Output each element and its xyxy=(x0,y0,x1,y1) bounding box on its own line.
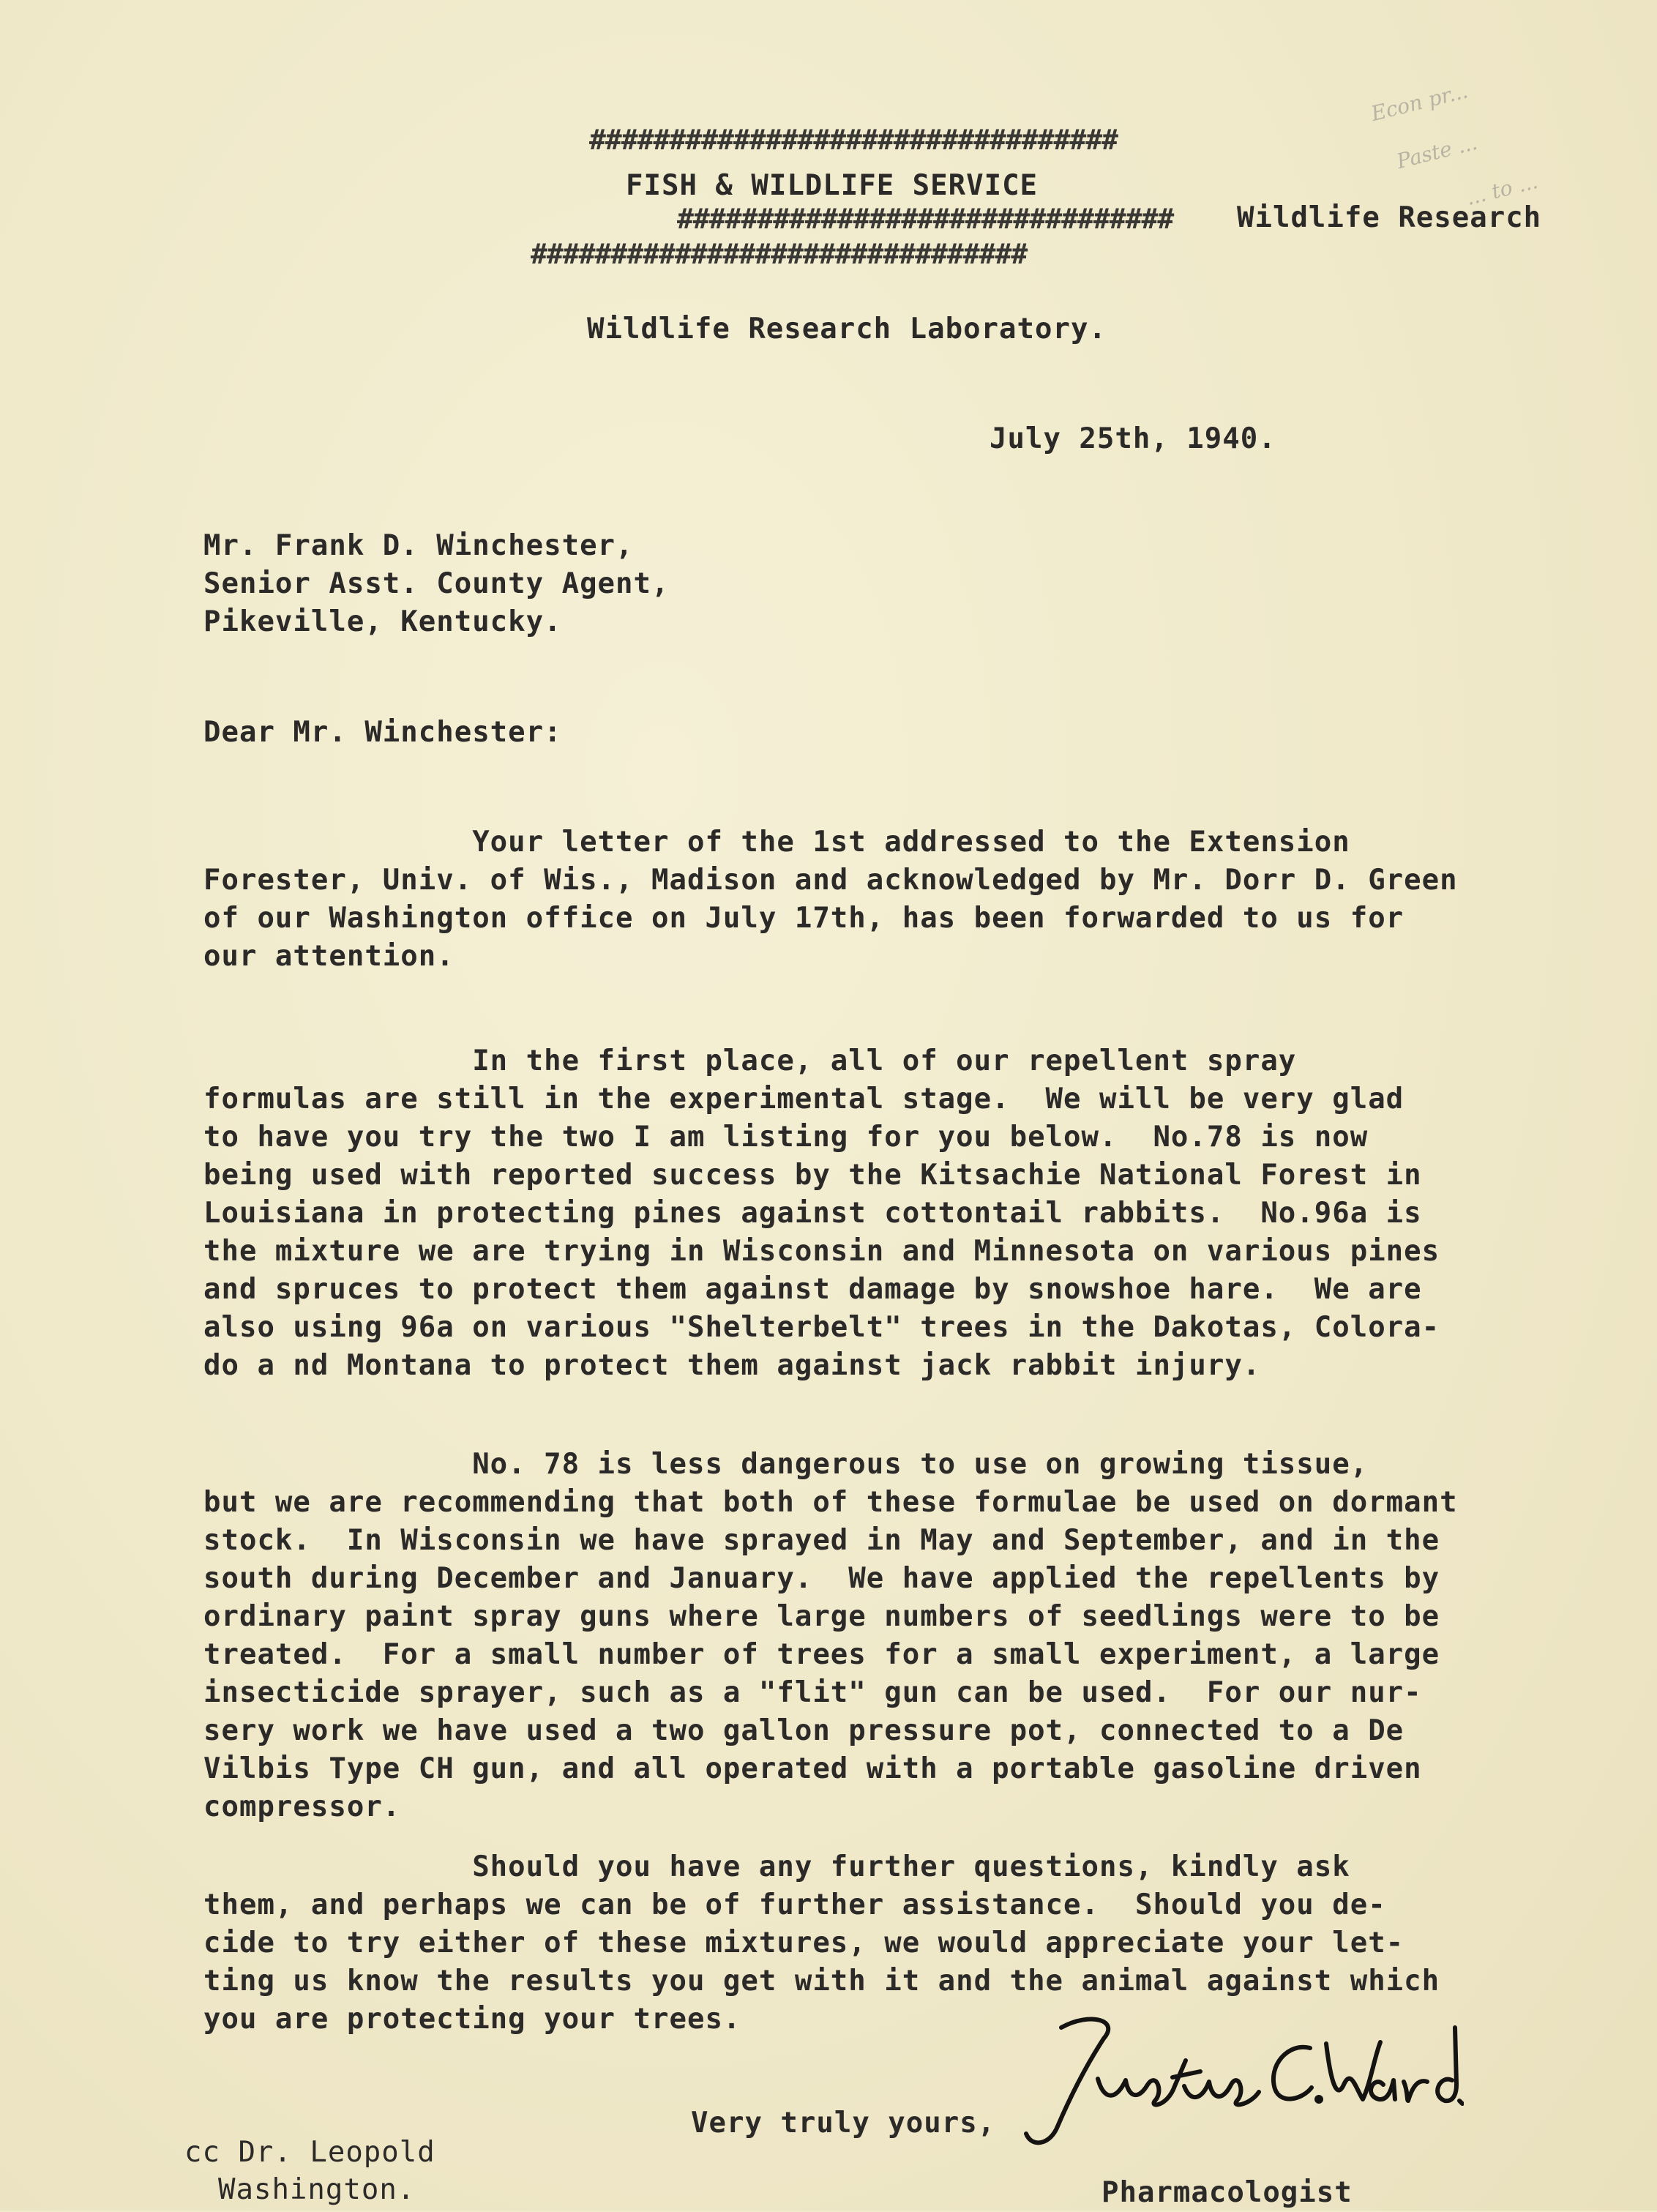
paragraph-4-line: you are protecting your trees. xyxy=(203,2003,741,2036)
paragraph-1 xyxy=(203,823,1492,976)
paragraph-2-line: being used with reported success by the Kitsachie National Forest in xyxy=(203,1159,1422,1192)
paragraph-3-line: No. 78 is less dangerous to use on growing tissue, xyxy=(203,1448,1369,1481)
laboratory-name: Wildlife Research Laboratory. xyxy=(587,313,1107,345)
paragraph-2-line: to have you try the two I am listing for you below. No.78 is now xyxy=(203,1121,1369,1154)
struck-out-line-2: ############################### xyxy=(677,203,1174,235)
paragraph-2 xyxy=(203,1042,1492,1385)
division-name: Wildlife Research xyxy=(1237,201,1542,234)
recipient-title: Senior Asst. County Agent, xyxy=(203,567,670,600)
paragraph-4-line: ting us know the results you get with it and the animal against which xyxy=(203,1965,1440,1998)
paragraph-3-line: compressor. xyxy=(203,1790,401,1823)
agency-name: FISH & WILDLIFE SERVICE xyxy=(626,169,1039,202)
paragraph-3-line: but we are recommending that both of these formulae be used on dormant xyxy=(203,1486,1458,1519)
signer-title: Pharmacologist xyxy=(1101,2176,1353,2209)
paragraph-3-line: Vilbis Type CH gun, and all operated with a portable gasoline driven xyxy=(203,1752,1422,1785)
complimentary-close: Very truly yours, xyxy=(691,2107,996,2140)
paragraph-2-line: In the first place, all of our repellent spray xyxy=(203,1045,1297,1077)
paragraph-4-line: them, and perhaps we can be of further assistance. Should you de- xyxy=(203,1888,1386,1921)
paragraph-3-line: stock. In Wisconsin we have sprayed in May and September, and in the xyxy=(203,1524,1440,1557)
paragraph-2-line: also using 96a on various "Shelterbelt" trees in the Dakotas, Colora- xyxy=(203,1311,1440,1344)
paragraph-3-line: treated. For a small number of trees for a small experiment, a large xyxy=(203,1638,1440,1671)
paragraph-1-line: Your letter of the 1st addressed to the Extension xyxy=(203,826,1350,859)
paragraph-3 xyxy=(203,1446,1492,1826)
paragraph-2-line: and spruces to protect them against damage by snowshoe hare. We are xyxy=(203,1273,1422,1306)
struck-out-line-3: ############################### xyxy=(531,238,1028,270)
recipient-location: Pikeville, Kentucky. xyxy=(203,605,562,638)
paragraph-1-line: our attention. xyxy=(203,940,455,973)
paragraph-3-line: sery work we have used a two gallon pressure pot, connected to a De xyxy=(203,1714,1404,1747)
pencil-note-2: Paste ... xyxy=(1394,130,1480,174)
paragraph-2-line: formulas are still in the experimental stage. We will be very glad xyxy=(203,1083,1404,1116)
letter-date: July 25th, 1940. xyxy=(990,422,1276,455)
recipient-name: Mr. Frank D. Winchester, xyxy=(203,529,634,562)
paragraph-2-line: the mixture we are trying in Wisconsin and Minnesota on various pines xyxy=(203,1235,1440,1268)
paragraph-1-line: of our Washington office on July 17th, has been forwarded to us for xyxy=(203,902,1404,935)
paragraph-3-line: south during December and January. We have applied the repellents by xyxy=(203,1562,1440,1595)
paragraph-2-line: Louisiana in protecting pines against cottontail rabbits. No.96a is xyxy=(203,1197,1422,1230)
paragraph-3-line: ordinary paint spray guns where large numbers of seedlings were to be xyxy=(203,1600,1440,1633)
paragraph-3-line: insecticide sprayer, such as a "flit" gun can be used. For our nur- xyxy=(203,1676,1422,1709)
pencil-note-3: ... to ... xyxy=(1464,168,1541,211)
paragraph-2-line: do a nd Montana to protect them against jack rabbit injury. xyxy=(203,1349,1261,1382)
paragraph-1-line: Forester, Univ. of Wis., Madison and acknowledged by Mr. Dorr D. Green xyxy=(203,864,1458,897)
pencil-note-1: Econ pr... xyxy=(1369,78,1470,127)
handwritten-signature xyxy=(1017,1998,1464,2167)
cc-location: Washington. xyxy=(218,2173,416,2206)
salutation: Dear Mr. Winchester: xyxy=(203,716,562,749)
paragraph-4-line: Should you have any further questions, kindly ask xyxy=(203,1850,1350,1883)
cc-recipient: cc Dr. Leopold xyxy=(184,2136,435,2169)
paragraph-4-line: cide to try either of these mixtures, we would appreciate your let- xyxy=(203,1927,1404,1959)
struck-out-line-1: ################################# xyxy=(589,124,1118,156)
